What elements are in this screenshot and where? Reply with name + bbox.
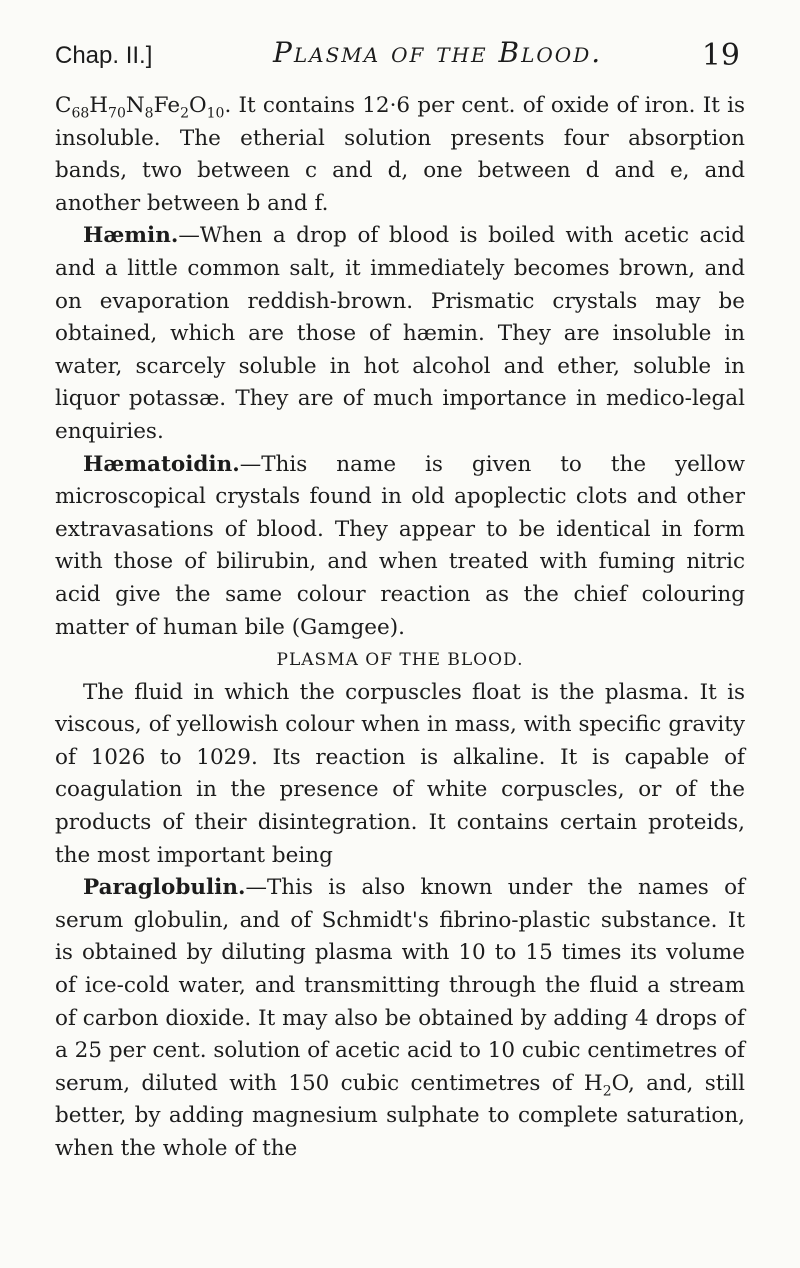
paragraph-formula: [55, 90, 745, 220]
formula-element: C: [55, 93, 72, 118]
formula-element: N: [125, 93, 145, 118]
formula-element: O: [188, 93, 207, 118]
paragraph-paraglobulin: [55, 872, 745, 1165]
formula-element: H: [89, 93, 109, 118]
formula-end: .: [224, 93, 232, 118]
running-title: Plasma of the Blood.: [273, 36, 603, 69]
formula-subscript: 2: [180, 105, 189, 122]
entry-heading: Paraglobulin.: [83, 875, 246, 901]
formula-subscript: 70: [108, 105, 126, 122]
paragraph-text: —This is also known under the names of serum globulin, and of Schmidt's fibrino-plastic substance. It is obtained by diluting plasma with 10 to 15 times its volume of ice-cold water, and transmitting through the fluid a stream of carbon dioxide. It may also be obtained by adding 4 drops of a 25 per cent. solution of acetic acid to 10 cubic centimetres of serum, diluted with 150 cubic centimetres of H: [55, 875, 745, 1096]
formula-subscript: 2: [602, 1083, 612, 1100]
paragraph-plasma: [55, 677, 745, 873]
paragraph-text: —When a drop of blood is boiled with acetic acid and a little common salt, it immediately becomes brown, and on evaporation reddish-brown. Prismatic crystals may be obtained, which are those of hæmin. They are insoluble in water, scarcely soluble in hot alcohol and ether, soluble in liquor potassæ. They are of much importance in medico-legal enquiries.: [55, 223, 745, 444]
page-body: [55, 90, 745, 1166]
entry-heading: Hæmatoidin.: [83, 451, 240, 477]
formula: [55, 93, 232, 122]
chapter-label: Chap. II.]: [55, 42, 153, 69]
paragraph-text: It contains 12·6 per cent. of oxide of iron. It is insoluble. The etherial solution presents four absorption bands, two between c and d, one between d and e, and another between b and f.: [55, 93, 745, 216]
formula-subscript: 10: [206, 105, 225, 122]
page-header: [55, 30, 740, 80]
paragraph-haemin: [55, 220, 745, 448]
paragraph-text: O, and, still better, by adding magnesium sulphate to complete saturation, when the whole of the: [55, 1070, 745, 1161]
section-title: PLASMA OF THE BLOOD.: [276, 650, 524, 671]
paragraph-text: The fluid in which the corpuscles float is the plasma. It is viscous, of yellowish colour when in mass, with specific gravity of 1026 to 1029. Its reaction is alkaline. It is capable of coagulation in the presence of white corpuscles, or of the products of their disintegration. It contains certain proteids, the most important being: [55, 679, 745, 868]
paragraph-haematoidin: [55, 449, 745, 645]
entry-heading: Hæmin.: [83, 223, 179, 249]
formula-element: Fe: [153, 93, 181, 118]
page-number: 19: [701, 38, 740, 73]
formula-subscript: 8: [144, 105, 154, 122]
formula-subscript: 68: [71, 105, 90, 122]
paragraph-text: —This name is given to the yellow microscopical crystals found in old apoplectic clots and other extravasations of blood. They appear to be identical in form with those of bilirubin, and when treated with fuming nitric acid give the same colour reaction as the chief colouring matter of human bile (Gamgee).: [55, 451, 745, 640]
